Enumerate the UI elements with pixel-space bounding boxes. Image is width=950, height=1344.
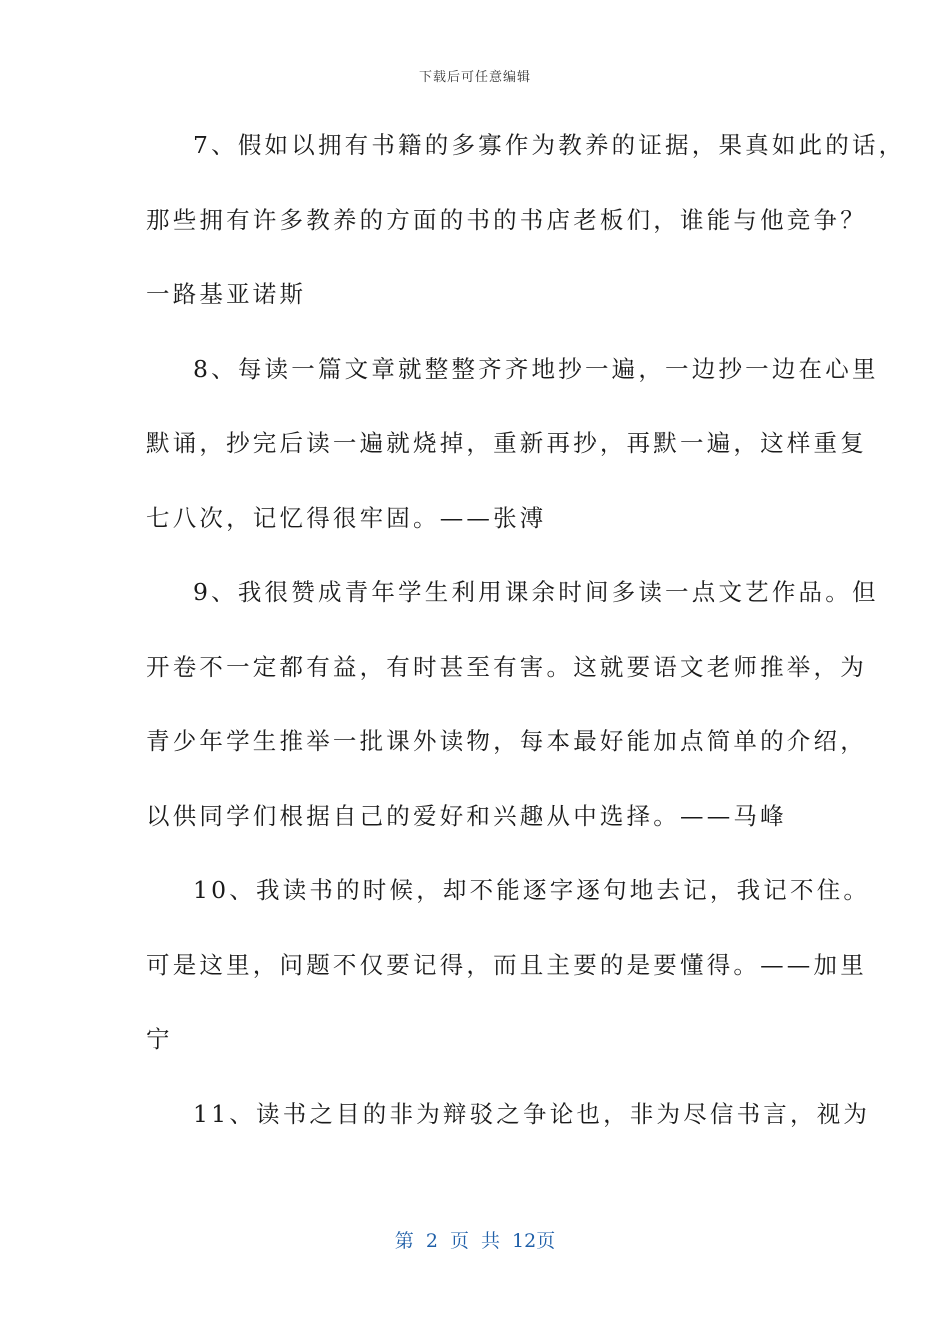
text-line: 默诵，抄完后读一遍就烧掉，重新再抄，再默一遍，这样重复 [146, 429, 867, 457]
text-line: 宁 [146, 1025, 173, 1053]
text-line: 一路基亚诺斯 [146, 280, 307, 308]
text-line: 9、我很赞成青年学生利用课余时间多读一点文艺作品。但 [193, 578, 879, 606]
text-line: 7、假如以拥有书籍的多寡作为教养的证据，果真如此的话， [193, 131, 906, 159]
text-line: 10、我读书的时候，却不能逐字逐句地去记，我记不住。 [193, 876, 871, 904]
text-line: 可是这里，问题不仅要记得，而且主要的是要懂得。——加里 [146, 950, 867, 979]
page-footer: 第 2 页 共 12页 [394, 1230, 556, 1252]
text-line: 那些拥有许多教养的方面的书的书店老板们，谁能与他竞争？ [146, 205, 867, 234]
text-line: 七八次，记忆得很牢固。——张溥 [146, 503, 547, 532]
text-line: 11、读书之目的非为辩驳之争论也，非为尽信书言，视为 [193, 1099, 871, 1128]
text-line: 开卷不一定都有益，有时甚至有害。这就要语文老师推举，为 [146, 652, 867, 681]
text-line: 8、每读一篇文章就整整齐齐地抄一遍，一边抄一边在心里 [193, 354, 879, 383]
page-header: 下载后可任意编辑 [418, 70, 531, 85]
text-line: 以供同学们根据自己的爱好和兴趣从中选择。——马峰 [146, 801, 787, 830]
document-body [146, 125, 906, 1168]
text-line: 青少年学生推举一批课外读物，每本最好能加点简单的介绍， [146, 727, 867, 755]
